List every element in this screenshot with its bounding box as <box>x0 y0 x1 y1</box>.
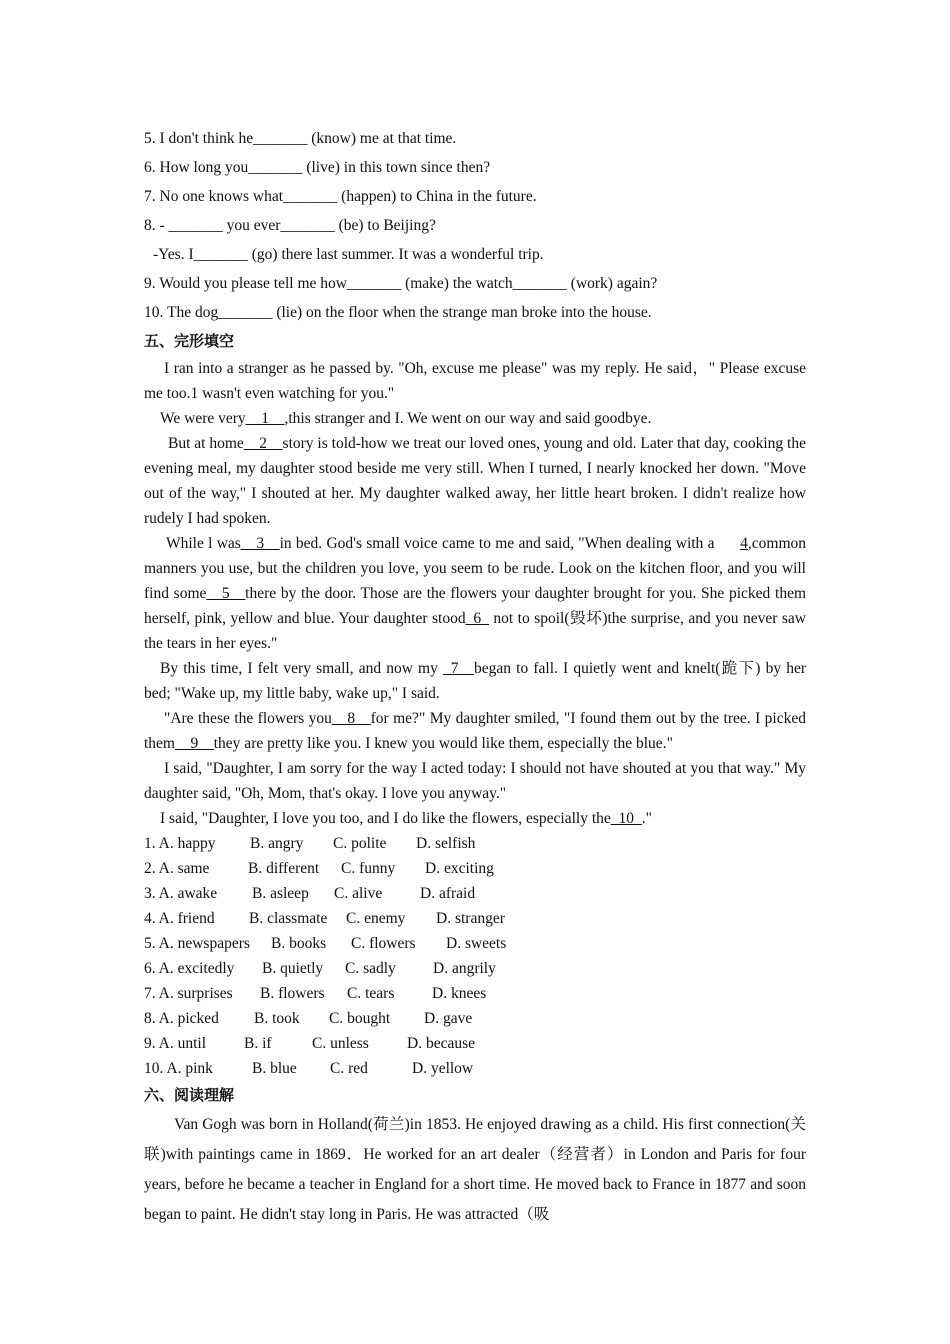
option-c: C. sadly <box>345 960 396 977</box>
option-row <box>144 1031 806 1056</box>
option-a: 6. A. excitedly <box>144 960 235 977</box>
option-d: D. afraid <box>420 885 476 902</box>
option-a: 2. A. same <box>144 860 210 877</box>
cloze-paragraph-4 <box>144 531 806 656</box>
cloze-passage <box>144 356 806 831</box>
cloze-text: for me?" My daughter smiled, "I found them out by the tree. I picked them <box>144 710 806 752</box>
options-list <box>144 831 806 1081</box>
option-c: C. flowers <box>351 935 416 952</box>
option-row <box>144 1056 806 1081</box>
option-c: C. bought <box>329 1010 391 1027</box>
option-c: C. funny <box>341 860 396 877</box>
cloze-text: While l was <box>166 535 241 552</box>
option-a: 3. A. awake <box>144 885 218 902</box>
cloze-text: I said, "Daughter, I love you too, and I do like the flowers, especially the <box>160 810 611 827</box>
cloze-text: story is told-how we treat our loved ones, young and old. Later that day, cooking the evening meal, my daughter stood beside me very still. When I turned, I nearly knocked her down. "Move out of the way," I shouted at her. My daughter walked away, her little heart broken. I didn't realize how rudely I had spoken. <box>144 435 806 527</box>
cloze-text: ,common manners you use, but the children you love, you seem to be rude. Look on the kitchen floor, and you will find some <box>144 535 807 602</box>
grammar-item-8-answer: -Yes. I_______ (go) there last summer. It was a wonderful trip. <box>153 246 544 263</box>
option-c: C. alive <box>334 885 383 902</box>
grammar-item-8: 8. - _______ you ever_______ (be) to Beijing? <box>144 217 436 234</box>
blank-9: __9__ <box>175 735 214 752</box>
option-d: D. gave <box>424 1010 473 1027</box>
option-b: B. flowers <box>260 985 325 1002</box>
cloze-text: not to spoil(毁坏)the surprise, and you never saw the tears in her eyes." <box>144 610 806 652</box>
option-b: B. different <box>248 860 320 877</box>
option-d: D. because <box>407 1035 475 1052</box>
option-d: D. knees <box>432 985 487 1002</box>
cloze-text: began to fall. I quietly went and knelt(跪下) by her bed; "Wake up, my little baby, wake up," I said. <box>144 660 806 702</box>
option-d: D. angrily <box>433 960 496 977</box>
option-a: 8. A. picked <box>144 1010 219 1027</box>
cloze-paragraph-3 <box>144 431 806 531</box>
option-row <box>144 881 806 906</box>
option-a: 1. A. happy <box>144 835 216 852</box>
blank-3: __3__ <box>240 535 280 552</box>
cloze-paragraph-2 <box>144 406 806 431</box>
worksheet-page <box>144 124 806 1230</box>
option-row <box>144 1006 806 1031</box>
cloze-text: "Are these the flowers you <box>164 710 332 727</box>
blank-1: __1__ <box>245 410 285 427</box>
option-a: 5. A. newspapers <box>144 935 250 952</box>
blank-7: _7__ <box>443 660 475 677</box>
option-b: B. quietly <box>262 960 324 977</box>
cloze-text: ,this stranger and I. We went on our way and said goodbye. <box>284 410 652 427</box>
option-d: D. selfish <box>416 835 476 852</box>
cloze-text: ." <box>641 810 652 827</box>
option-c: C. polite <box>333 835 387 852</box>
option-row <box>144 956 806 981</box>
blank-5: __5__ <box>206 585 246 602</box>
option-b: B. if <box>244 1035 272 1052</box>
cloze-text: But at home <box>168 435 244 452</box>
option-b: B. blue <box>252 1060 297 1077</box>
grammar-item-9: 9. Would you please tell me how_______ (make) the watch_______ (work) again? <box>144 275 658 292</box>
option-row <box>144 831 806 856</box>
option-c: C. tears <box>347 985 395 1002</box>
blank-2: __2__ <box>243 435 283 452</box>
cloze-text: We were very <box>160 410 246 427</box>
option-a: 10. A. pink <box>144 1060 213 1077</box>
option-a: 7. A. surprises <box>144 985 233 1002</box>
reading-passage: Van Gogh was born in Holland(荷兰)in 1853. He enjoyed drawing as a child. His first connection(关联)with paintings came in 1869．He worked for an art dealer（经营者）in London and Paris for four years, before he became a teacher in England for a short time. He moved back to France in 1877 and soon began to paint. He didn't stay long in Paris. He was attracted（吸 <box>144 1116 806 1223</box>
grammar-item-10: 10. The dog_______ (lie) on the floor when the strange man broke into the house. <box>144 304 652 321</box>
cloze-paragraph-1: I ran into a stranger as he passed by. "Oh, excuse me please" was my reply. He said，" Please excuse me too.1 wasn't even watching for you." <box>144 360 806 402</box>
option-b: B. asleep <box>252 885 309 902</box>
grammar-item-7: 7. No one knows what_______ (happen) to China in the future. <box>144 188 537 205</box>
option-b: B. angry <box>250 835 304 852</box>
option-b: B. classmate <box>249 910 328 927</box>
option-c: C. unless <box>312 1035 369 1052</box>
option-d: D. exciting <box>425 860 494 877</box>
cloze-paragraph-6 <box>144 706 806 756</box>
option-row <box>144 906 806 931</box>
option-d: D. yellow <box>412 1060 474 1077</box>
option-b: B. took <box>254 1010 300 1027</box>
option-c: C. enemy <box>346 910 406 927</box>
option-d: D. stranger <box>436 910 505 927</box>
cloze-paragraph-7: I said, "Daughter, I am sorry for the way I acted today: I should not have shouted at you that way." My daughter said, "Oh, Mom, that's okay. I love you anyway." <box>144 760 806 802</box>
blank-8: __8__ <box>331 710 371 727</box>
section-5-title: 五、完形填空 <box>144 332 235 350</box>
option-row <box>144 981 806 1006</box>
option-b: B. books <box>271 935 327 952</box>
cloze-text: By this time, I felt very small, and now my <box>160 660 444 677</box>
option-a: 9. A. until <box>144 1035 207 1052</box>
grammar-item-5: 5. I don't think he_______ (know) me at that time. <box>144 130 457 147</box>
option-d: D. sweets <box>446 935 507 952</box>
cloze-text: in bed. God's small voice came to me and said, "When dealing with a <box>279 535 715 552</box>
option-row <box>144 931 806 956</box>
blank-6: _6_ <box>465 610 489 627</box>
grammar-item-6: 6. How long you_______ (live) in this town since then? <box>144 159 491 176</box>
blank-4: 4 <box>740 535 748 552</box>
option-row <box>144 856 806 881</box>
cloze-text: they are pretty like you. I knew you would like them, especially the blue." <box>213 735 673 752</box>
cloze-text: there by the door. Those are the flowers your daughter brought for you. She picked them herself, pink, yellow and blue. Your daughter stood <box>144 585 806 627</box>
cloze-paragraph-8 <box>144 806 806 831</box>
section-6-title: 六、阅读理解 <box>144 1086 235 1104</box>
option-a: 4. A. friend <box>144 910 215 927</box>
blank-10: _10_ <box>610 810 642 827</box>
option-c: C. red <box>330 1060 368 1077</box>
cloze-paragraph-5 <box>144 656 806 706</box>
